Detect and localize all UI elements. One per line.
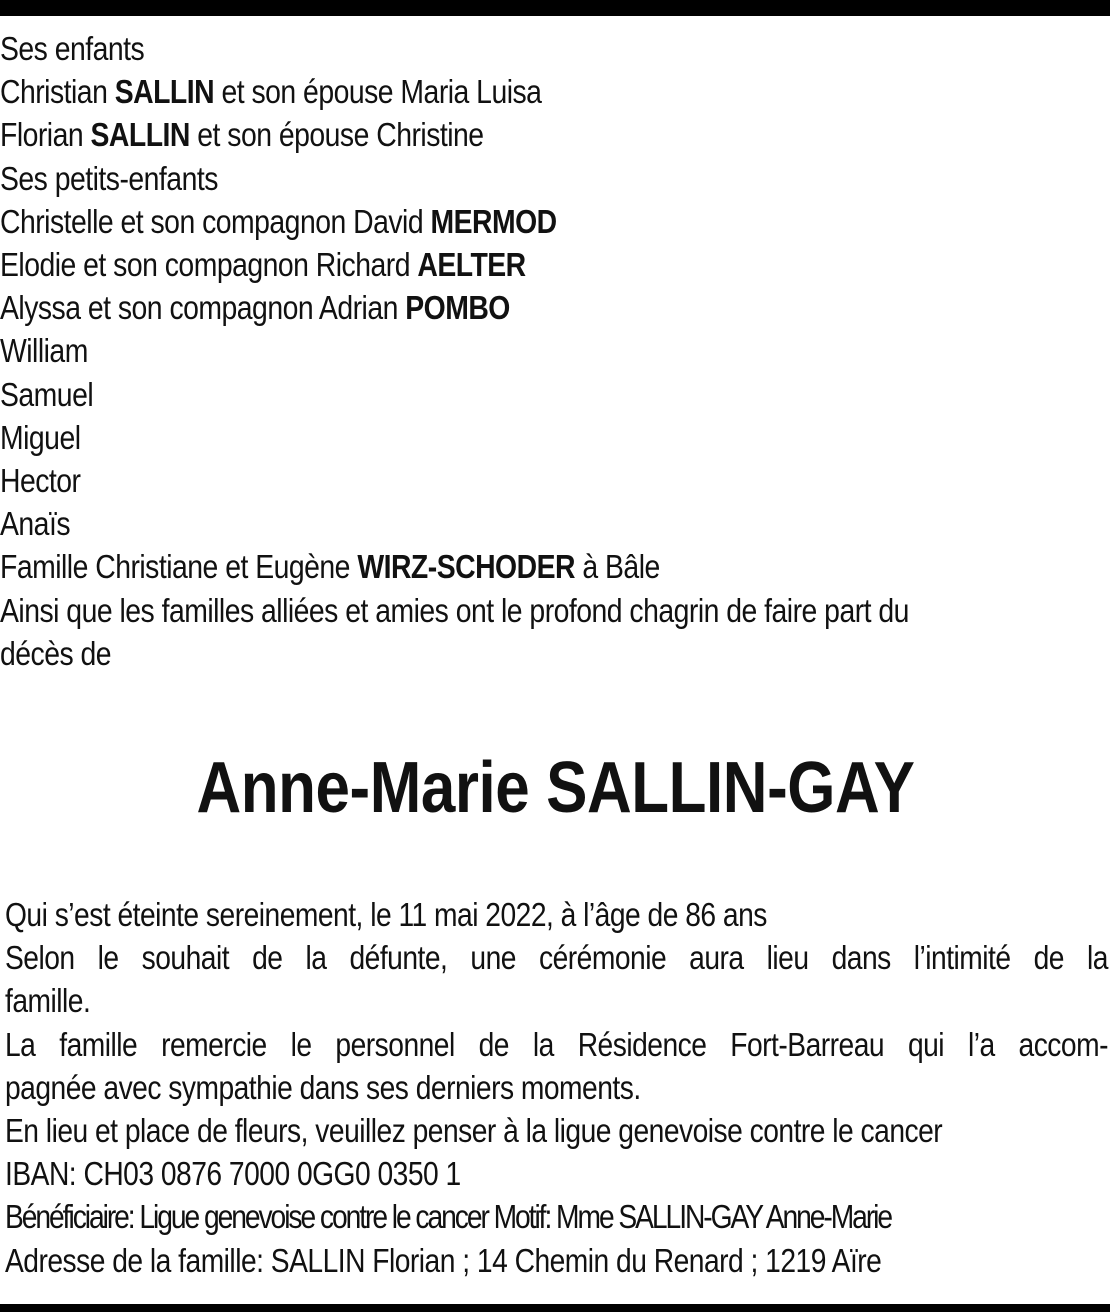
deceased-name xyxy=(0,748,1110,828)
child-surname: SALLIN xyxy=(90,116,190,154)
grandchild-line: Elodie et son compagnon Richard AELTER xyxy=(0,246,526,284)
beneficiary-line: Bénéficiaire: Ligue genevoise contre le cancer Motif: Mme SALLIN-GAY Anne-Marie xyxy=(5,1198,892,1236)
bottom-border-rule xyxy=(0,1304,1110,1312)
grandchild-line: Alyssa et son compagnon Adrian POMBO xyxy=(0,289,510,327)
great-grandchild-name: William xyxy=(0,332,88,370)
child-surname: SALLIN xyxy=(114,73,215,111)
grandchild-surname: MERMOD xyxy=(430,202,557,240)
iban-line: IBAN: CH03 0876 7000 0GG0 0350 1 xyxy=(5,1155,461,1193)
family-list xyxy=(0,27,1109,675)
great-grandchild-name: Samuel xyxy=(0,375,94,413)
deceased-name-text: Anne-Marie SALLIN-GAY xyxy=(195,748,915,828)
announcement-line: Ainsi que les familles alliées et amies ont le profond chagrin de faire part du xyxy=(0,591,909,629)
child-line: Christian SALLIN et son épouse Maria Luisa xyxy=(0,73,542,111)
thanks-line: pagnée avec sympathie dans ses derniers moments. xyxy=(5,1068,641,1106)
great-grandchild-name: Hector xyxy=(0,462,81,500)
grandchild-surname: AELTER xyxy=(417,246,526,284)
grandchild-surname: POMBO xyxy=(405,289,510,327)
children-heading: Ses enfants xyxy=(0,30,145,67)
child-line: Florian SALLIN et son épouse Christine xyxy=(0,116,484,154)
donation-line: En lieu et place de fleurs, veuillez penser à la ligue genevoise contre le cancer xyxy=(5,1112,943,1150)
relatives-surname: WIRZ-SCHODER xyxy=(357,548,576,586)
top-border-rule xyxy=(0,0,1110,16)
grandchildren-heading: Ses petits-enfants xyxy=(0,159,218,197)
death-date-line: Qui s’est éteinte sereinement, le 11 mai 2022, à l’âge de 86 ans xyxy=(5,896,767,933)
thanks-line: La famille remercie le personnel de la Résidence Fort-Barreau qui l’a accom- xyxy=(5,1025,1108,1063)
ceremony-line: Selon le souhait de la défunte, une cérémonie aura lieu dans l’intimité de la xyxy=(5,939,1108,977)
announcement-line: décès de xyxy=(0,634,112,672)
great-grandchild-name: Miguel xyxy=(0,418,81,456)
family-address-line: Adresse de la famille: SALLIN Florian ; 14 Chemin du Renard ; 1219 Aïre xyxy=(5,1241,882,1279)
grandchild-line: Christelle et son compagnon David MERMOD xyxy=(0,202,557,240)
death-details xyxy=(5,893,1108,1282)
great-grandchild-name: Anaïs xyxy=(0,505,70,543)
ceremony-line: famille. xyxy=(5,982,91,1020)
relatives-line: Famille Christiane et Eugène WIRZ-SCHODER à Bâle xyxy=(0,548,660,586)
